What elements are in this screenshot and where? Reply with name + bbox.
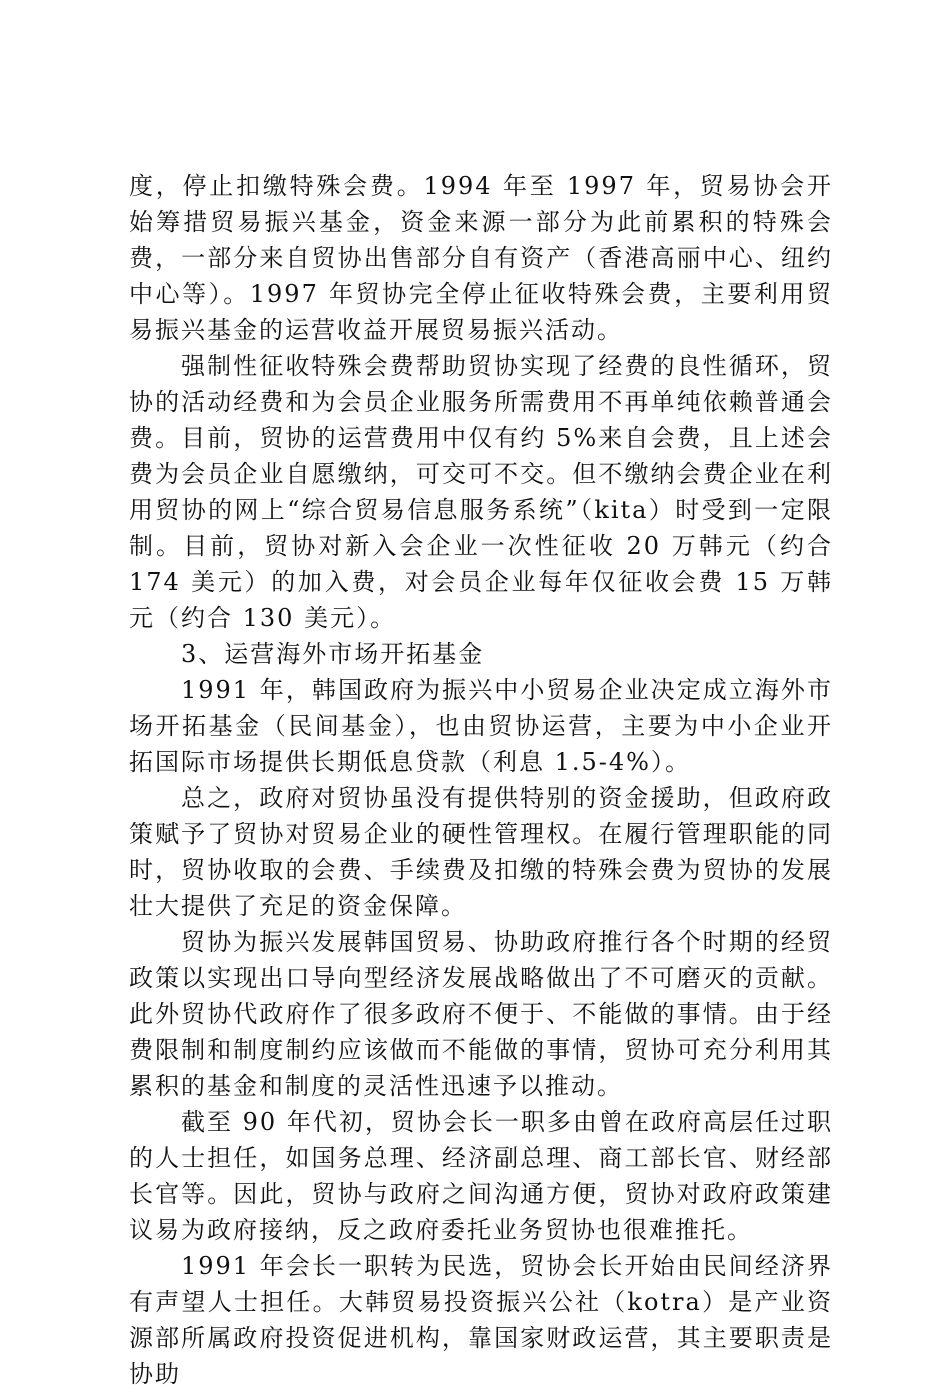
paragraph-summary: 总之，政府对贸协虽没有提供特别的资金援助，但政府政策赋予了贸协对贸易企业的硬性管理权。在履行管理职能的同时，贸协收取的会费、手续费及扣缴的特殊会费为贸协的发展壮大提供了充足的资金保障。 [129, 784, 833, 920]
paragraph-special-fee-stop: 度，停止扣缴特殊会费。1994 年至 1997 年，贸易协会开始筹措贸易振兴基金，资金来源一部分为此前累积的特殊会费，一部分来自贸协出售部分自有资产（香港高丽中心、纽约中心等）。1997 年贸协完全停止征收特殊会费，主要利用贸易振兴基金的运营收益开展贸易振兴活动。 [129, 172, 833, 344]
paragraph-overseas-fund: 1991 年，韩国政府为振兴中小贸易企业决定成立海外市场开拓基金（民间基金），也由贸协运营，主要为中小企业开拓国际市场提供长期低息贷款（利息 1.5-4%）。 [129, 676, 833, 776]
paragraph-contribution: 贸协为振兴发展韩国贸易、协助政府推行各个时期的经贸政策以实现出口导向型经济发展战略做出了不可磨灭的贡献。此外贸协代政府作了很多政府不便于、不能做的事情。由于经费限制和制度制约应该做而不能做的事情，贸协可充分利用其累积的基金和制度的灵活性迅速予以推动。 [129, 928, 833, 1100]
paragraph-fee-cycle: 强制性征收特殊会费帮助贸协实现了经费的良性循环，贸协的活动经费和为会员企业服务所需费用不再单纯依赖普通会费。目前，贸协的运营费用中仅有约 5%来自会费，且上述会费为会员企业自愿缴纳，可交可不交。但不缴纳会费企业在利用贸协的网上“综合贸易信息服务系统”（kita）时受到一定限制。目前，贸协对新入会企业一次性征收 20 万韩元（约合 174 美元）的加入费，对会员企业每年仅征收会费 15 万韩元（约合 130 美元）。 [129, 352, 833, 632]
paragraph-kotra: 1991 年会长一职转为民选，贸协会长开始由民间经济界有声望人士担任。大韩贸易投资振兴公社（kotra）是产业资源部所属政府投资促进机构，靠国家财政运营，其主要职责是协助 [129, 1252, 833, 1388]
paragraph-chairman-history: 截至 90 年代初，贸协会长一职多由曾在政府高层任过职的人士担任，如国务总理、经济副总理、商工部长官、财经部长官等。因此，贸协与政府之间沟通方便，贸协对政府政策建议易为政府接纳，反之政府委托业务贸协也很难推托。 [129, 1108, 833, 1244]
document-page [129, 168, 833, 1392]
section-heading-overseas-fund: 3、运营海外市场开拓基金 [181, 640, 485, 668]
